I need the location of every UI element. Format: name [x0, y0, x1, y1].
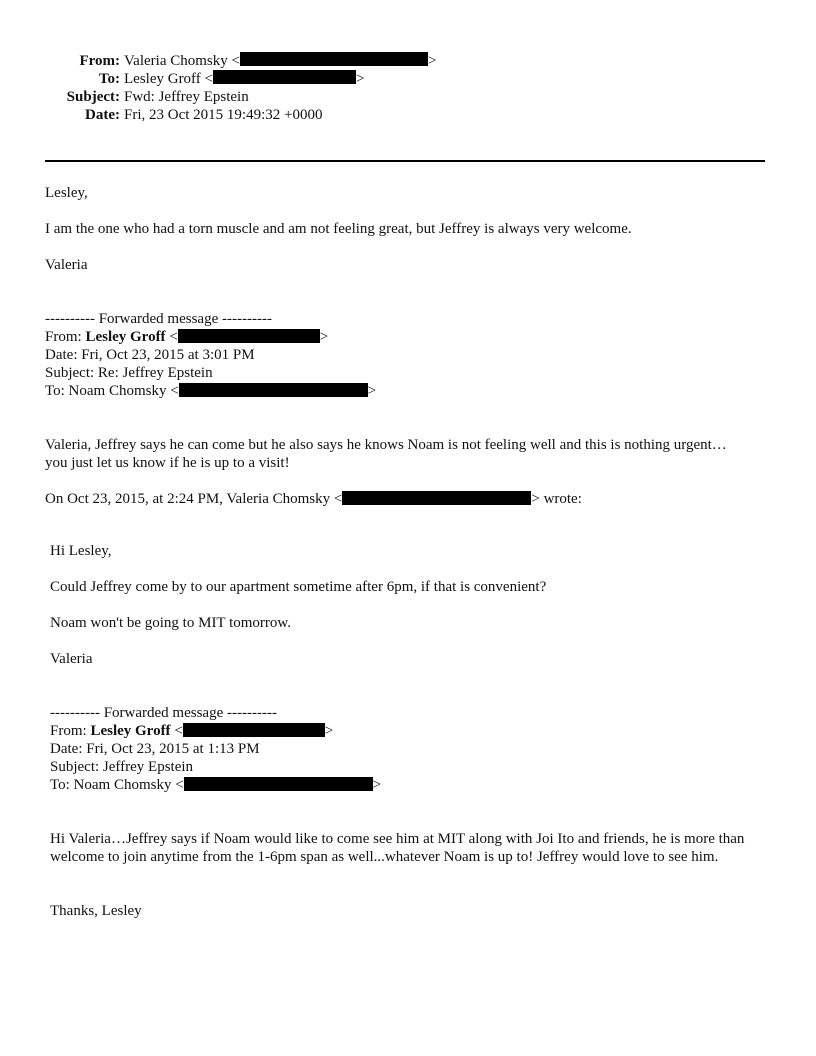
forward-from-prefix: From: — [50, 723, 87, 739]
quote-intro: On Oct 23, 2015, at 2:24 PM, Valeria Chomsky — [45, 491, 331, 507]
forward-to-line: To: Noam Chomsky < > — [50, 777, 382, 793]
header-subject: Fwd: Jeffrey Epstein — [124, 89, 249, 105]
msg1-signoff: Valeria — [45, 257, 88, 273]
forward-from-line: From: Lesley Groff < > — [45, 329, 329, 345]
msg3-line2: Noam won't be going to MIT tomorrow. — [50, 615, 292, 631]
redaction-box — [342, 491, 531, 505]
forward-from-name: Lesley Groff — [85, 329, 166, 345]
quote-suffix: wrote: — [543, 491, 582, 507]
msg4-body: Hi Valeria…Jeffrey says if Noam would like to come see him at MIT along with Joi Ito and friends, he is more than welcome to join anytime from the 1-6pm span as well...whatever Noam is up to! Jeffrey would love to see him. — [50, 831, 745, 865]
header-date-label: Date: — [85, 107, 120, 123]
header-date: Fri, 23 Oct 2015 19:49:32 +0000 — [124, 107, 323, 123]
header-divider — [45, 160, 765, 162]
forward-from-line: From: Lesley Groff < > — [50, 723, 334, 739]
msg4-signoff: Thanks, Lesley — [50, 903, 142, 919]
forward-subject-line: Subject: Jeffrey Epstein — [50, 759, 194, 775]
header-from-label: From: — [79, 53, 120, 69]
redaction-box — [213, 70, 356, 84]
quote-intro-line: On Oct 23, 2015, at 2:24 PM, Valeria Chomsky < > wrote: — [45, 491, 582, 507]
redaction-box — [179, 383, 368, 397]
redaction-box — [183, 723, 325, 737]
forwarded-block-1 — [45, 310, 376, 400]
forward-to-prefix: To: Noam Chomsky — [45, 383, 167, 399]
header-date-row — [45, 106, 436, 124]
forwarded-block-2 — [50, 704, 381, 794]
forward-to-line: To: Noam Chomsky < > — [45, 383, 377, 399]
header-to-row: To: Lesley Groff < > — [45, 70, 436, 88]
header-to-label: To: — [98, 71, 120, 87]
header-from-name: Valeria Chomsky — [124, 53, 228, 69]
header-subject-label: Subject: — [66, 89, 120, 105]
msg3-greeting: Hi Lesley, — [50, 543, 112, 559]
email-header — [45, 52, 436, 124]
msg2-body: Valeria, Jeffrey says he can come but he also says he knows Noam is not feeling well and this is nothing urgent…you just let us know if he is up to a visit! — [45, 437, 727, 471]
forward-from-name: Lesley Groff — [90, 723, 171, 739]
redaction-box — [178, 329, 320, 343]
forward-date-line: Date: Fri, Oct 23, 2015 at 1:13 PM — [50, 741, 260, 757]
forward-date-line: Date: Fri, Oct 23, 2015 at 3:01 PM — [45, 347, 255, 363]
forward-from-prefix: From: — [45, 329, 82, 345]
forward-divider: ---------- Forwarded message ---------- — [45, 311, 272, 327]
header-to-name: Lesley Groff — [124, 71, 201, 87]
msg1-body: I am the one who had a torn muscle and am not feeling great, but Jeffrey is always very welcome. — [45, 221, 632, 237]
forward-divider: ---------- Forwarded message ---------- — [50, 705, 277, 721]
msg1-greeting: Lesley, — [45, 185, 88, 201]
msg3-line1: Could Jeffrey come by to our apartment sometime after 6pm, if that is convenient? — [50, 579, 547, 595]
msg3-signoff: Valeria — [50, 651, 93, 667]
redaction-box — [184, 777, 373, 791]
header-from-row: From: Valeria Chomsky < > — [45, 52, 436, 70]
forward-to-prefix: To: Noam Chomsky — [50, 777, 172, 793]
header-subject-row — [45, 88, 436, 106]
redaction-box — [240, 52, 428, 66]
forward-subject-line: Subject: Re: Jeffrey Epstein — [45, 365, 213, 381]
